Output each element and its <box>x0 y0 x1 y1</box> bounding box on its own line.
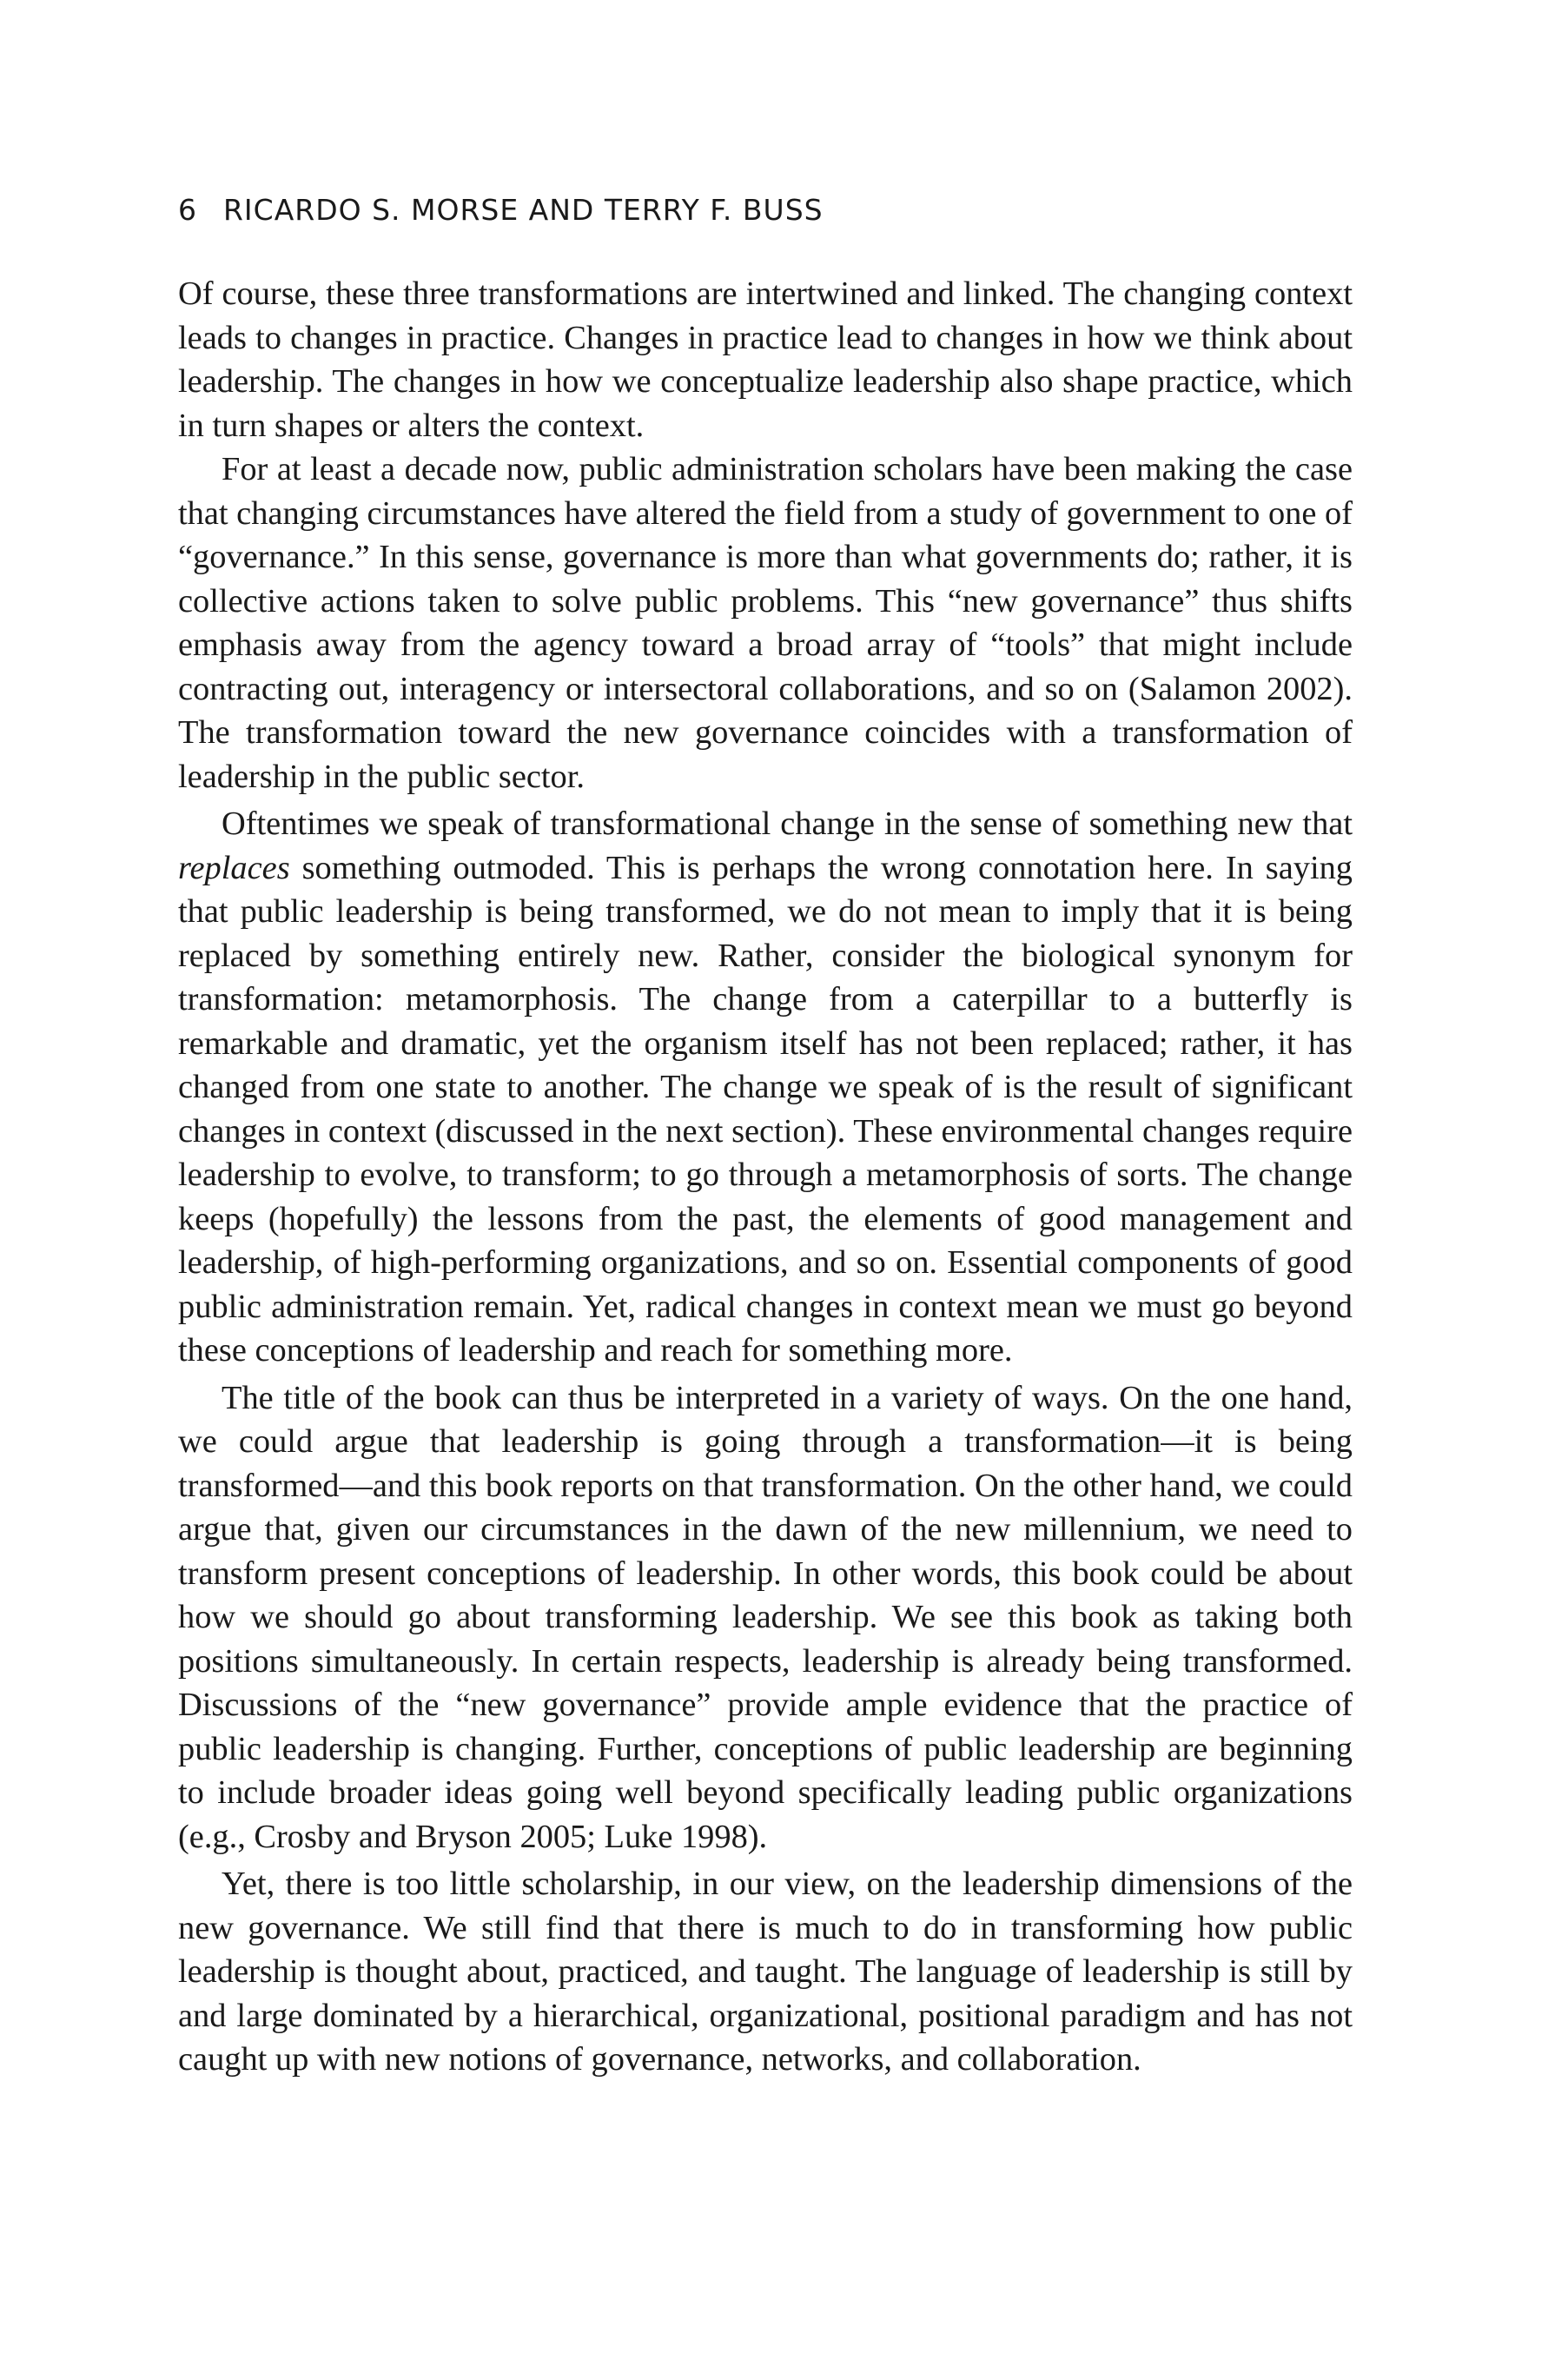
paragraph-3-part-b: something outmoded. This is perhaps the wrong connotation here. In saying that public leadership is being transformed, we do not mean to imply that it is being replaced by something entirely new. Rather, consider the biological synonym for transformation: metamorphosis. The change from a caterpillar to a butterfly is remarkable and dramatic, yet the organism itself has not been replaced; rather, it has changed from one state to another. The change we speak of is the result of significant changes in context (discussed in the next section). These environmental changes require leadership to evolve, to transform; to go through a metamorphosis of sorts. The change keeps (hopefully) the lessons from the past, the elements of good management and leadership, of high-performing organizations, and so on. Essential components of good public administration remain. Yet, radical changes in context mean we must go beyond these conceptions of leadership and reach for something more. <box>178 849 1353 1369</box>
paragraph-2: For at least a decade now, public administration scholars have been making the case that changing circumstances have altered the field from a study of government to one of “governance.” In this sense, governance is more than what governments do; rather, it is collective actions taken to solve public problems. This “new governance” thus shifts emphasis away from the agency toward a broad array of “tools” that might include contracting out, interagency or intersectoral collaborations, and so on (Salamon 2002). The transformation toward the new governance coincides with a transformation of leadership in the public sector. <box>178 451 1353 795</box>
paragraph-4: The title of the book can thus be interpreted in a variety of ways. On the one hand, we could argue that leadership is going through a transformation—it is being transformed—and this book reports on that transformation. On the other hand, we could argue that, given our circumstances in the dawn of the new millennium, we need to transform present conceptions of leadership. In other words, this book could be about how we should go about transforming leadership. We see this book as taking both positions simultaneously. In certain respects, leadership is already being transformed. Discussions of the “new governance” provide ample evidence that the practice of public leadership is changing. Further, conceptions of public leadership are beginning to include broader ideas going well beyond specifically leading public organizations (e.g., Crosby and Bryson 2005; Luke 1998). <box>178 1379 1353 1855</box>
author-names: RICARDO S. MORSE AND TERRY F. BUSS <box>223 193 824 227</box>
paragraph-3 <box>178 802 1353 1373</box>
paragraph-3-emphasis: replaces <box>178 849 290 886</box>
book-page <box>178 193 1353 2082</box>
running-head <box>178 193 1353 227</box>
page-number: 6 <box>178 193 197 227</box>
paragraph-5: Yet, there is too little scholarship, in our view, on the leadership dimensions of the new governance. We still find that there is much to do in transforming how public leadership is thought about, practiced, and taught. The language of leadership is still by and large dominated by a hierarchical, organizational, positional paradigm and has not caught up with new notions of governance, networks, and collaboration. <box>178 1866 1353 2078</box>
paragraph-1: Of course, these three transformations are intertwined and linked. The changing context leads to changes in practice. Changes in practice lead to changes in how we think about leadership. The changes in how we conceptualize leadership also shape practice, which in turn shapes or alters the context. <box>178 275 1353 444</box>
paragraph-3-part-a: Oftentimes we speak of transformational change in the sense of something new that <box>222 805 1353 842</box>
body-text <box>178 272 1353 2082</box>
